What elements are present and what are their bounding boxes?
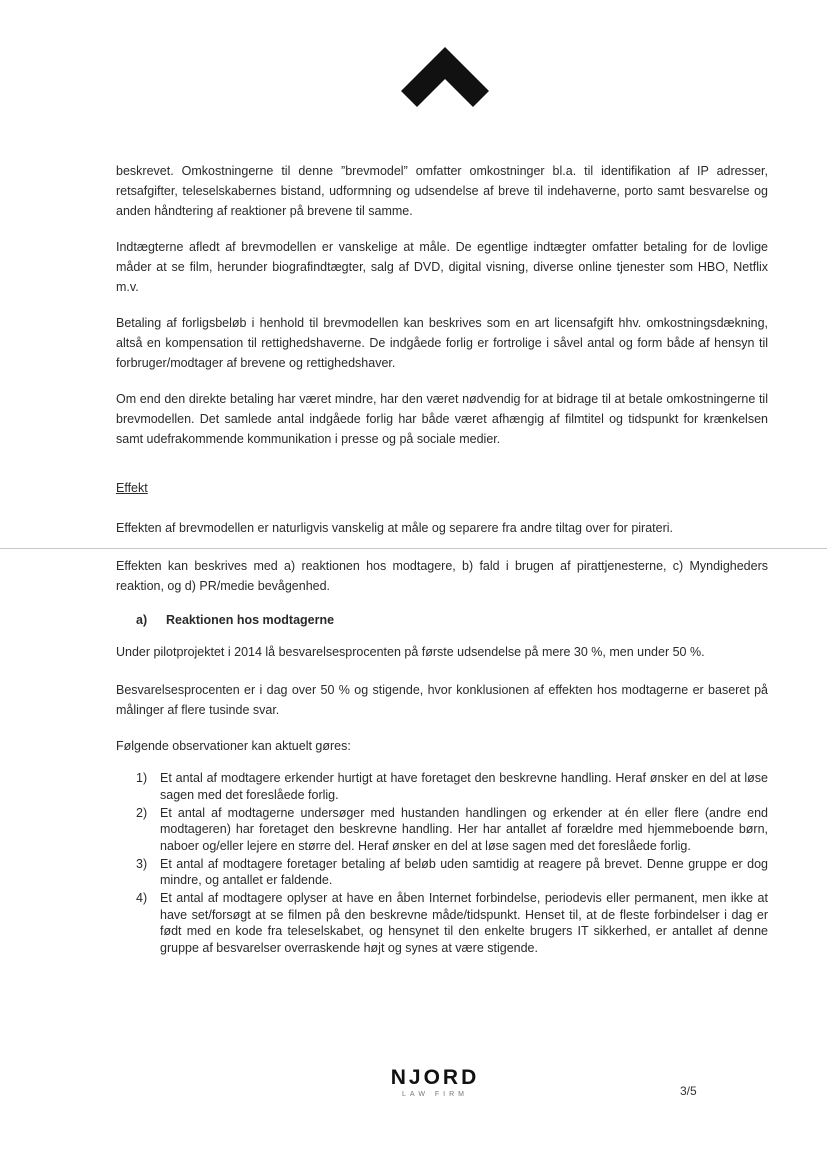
- list-item-number: 2): [136, 805, 148, 820]
- list-item-text: Et antal af modtagerne undersøger med hustanden handlingen og erkender at én eller flere (andre end modtageren) har foretaget den beskrevne handling. Her har antallet af forældre med hjemmeboende børn, naboer og/eller lejere en større del. Heraf ønsker en del at løse sagen med det foreslåede forlig.: [160, 805, 768, 853]
- list-item-text: Et antal af modtagere oplyser at have en åben Internet forbindelse, periodevis eller permanent, men ikke at have set/forsøgt at se filmen på den beskrevne måde/tidspunkt. Henset til, at de fleste forbindelser i dag er født med en kode fra teleselskabet, og hensynet til den enkelte brugers IT sikkerhed, er antallet af denne gruppe af besvarelser overraskende højt og synes at være stigende.: [160, 891, 768, 955]
- observations-list: [136, 770, 768, 958]
- section-heading-effekt: Effekt: [116, 481, 148, 495]
- list-item: [136, 890, 768, 956]
- brand-tagline: LAW FIRM: [402, 1091, 468, 1098]
- paragraph-settlement: Betaling af forligsbeløb i henhold til brevmodellen kan beskrives som en art licensafgift hhv. omkostningsdækning, altså en kompensation til rettighedshaverne. De indgåede forlig er fortrolige i såvel antal og form både af hensyn til forbruger/modtager af brevene og rettighedshaver.: [116, 316, 768, 370]
- page-number: 3/5: [680, 1084, 697, 1098]
- response-rate-paragraph: Besvarelsesprocenten er i dag over 50 % og stigende, hvor konklusionen af effekten hos modtagerne er baseret på målinger af flere tusinde svar.: [116, 683, 768, 717]
- paragraph-costs: beskrevet. Omkostningerne til denne ”brevmodel” omfatter omkostninger bl.a. til identifikation af IP adresser, retsafgifter, teleselskabernes bistand, udformning og udsendelse af breve til indehaverne, porto samt besvarelse og anden håndtering af reaktioner på brevene til samme.: [116, 164, 768, 218]
- list-item: [136, 770, 768, 803]
- list-item: [136, 856, 768, 889]
- list-item-number: 3): [136, 856, 148, 871]
- list-item-number: 4): [136, 891, 148, 905]
- effekt-description: Effekten kan beskrives med a) reaktionen hos modtagere, b) fald i brugen af pirattjenesterne, c) Myndigheders reaktion, og d) PR/medie bevågenhed.: [116, 559, 768, 593]
- subheading-title: Reaktionen hos modtagerne: [166, 613, 335, 627]
- paragraph-payment: Om end den direkte betaling har været mindre, har den været nødvendig for at bidrage til at betale omkostningerne til brevmodellen. Det samlede antal indgåede forlig har både været afhængig af filmtitel og tidspunkt for krænkelsen samt udefrakommende kommunikation i presse og på sociale medier.: [116, 392, 768, 446]
- subheading-marker: a): [136, 613, 148, 627]
- list-item-text: Et antal af modtagere foretager betaling af beløb uden samtidig at reagere på brevet. Denne gruppe er dog mindre, og antallet er faldende.: [160, 856, 768, 887]
- pilot-paragraph: Under pilotprojektet i 2014 lå besvarelsesprocenten på første udsendelse på mere 30 %, men under 50 %.: [116, 645, 705, 659]
- list-item-text: Et antal af modtagere erkender hurtigt at have foretaget den beskrevne handling. Heraf ønsker en del at løse sagen med det foreslåede forlig.: [160, 771, 768, 802]
- brand-name: NJORD: [390, 1066, 480, 1089]
- list-item-number: 1): [136, 771, 148, 785]
- paragraph-revenue: Indtægterne afledt af brevmodellen er vanskelige at måle. De egentlige indtægter omfatter betaling for de lovlige måder at se film, herunder biografindtægter, salg af DVD, digital visning, diverse online tjenester som HBO, Netflix m.v.: [116, 240, 768, 294]
- page-divider: [0, 548, 827, 549]
- chevron-logo-icon: [401, 47, 489, 111]
- footer-logo: [380, 1066, 490, 1100]
- subheading-reaktionen: [136, 610, 334, 630]
- observations-intro: Følgende observationer kan aktuelt gøres:: [116, 739, 351, 753]
- list-item: [136, 805, 768, 855]
- effekt-intro: Effekten af brevmodellen er naturligvis vanskelig at måle og separere fra andre tiltag over for pirateri.: [116, 521, 674, 535]
